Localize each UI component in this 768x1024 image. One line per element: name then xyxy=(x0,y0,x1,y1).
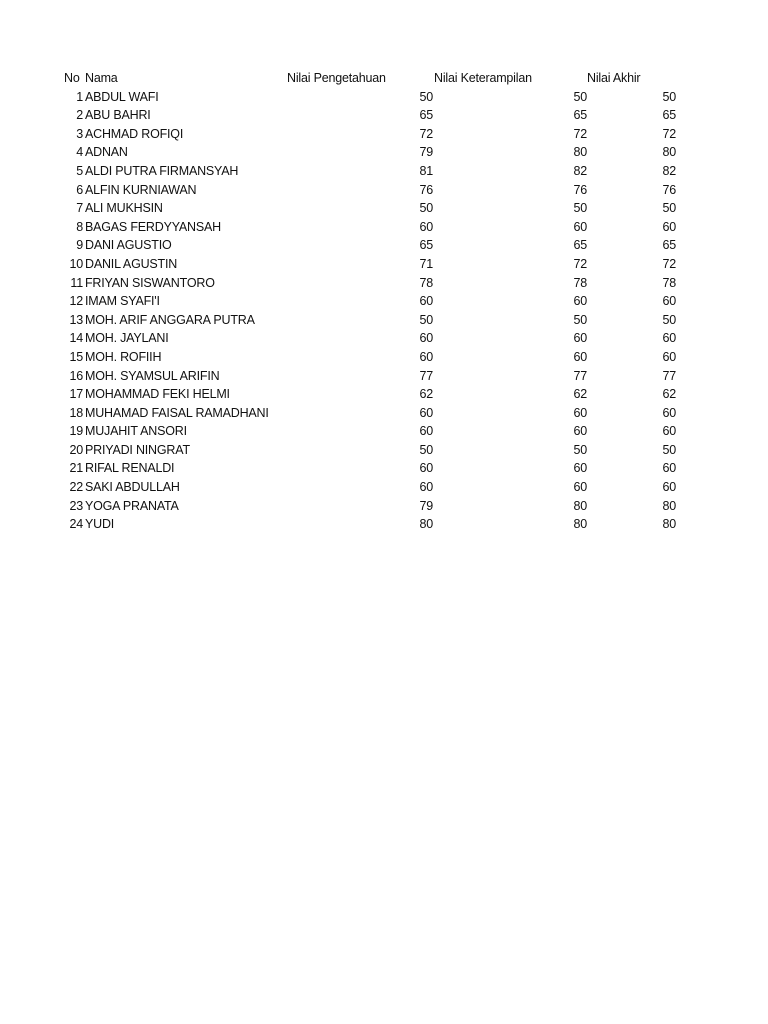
cell-no: 18 xyxy=(69,405,83,420)
table-row xyxy=(64,367,684,386)
cell-no: 11 xyxy=(70,275,83,290)
cell-akhir: 50 xyxy=(662,89,676,104)
table-row xyxy=(64,404,684,423)
cell-pengetahuan: 60 xyxy=(419,331,433,346)
cell-no: 4 xyxy=(76,145,83,160)
cell-no: 23 xyxy=(69,498,83,513)
cell-keterampilan: 60 xyxy=(573,424,587,439)
cell-keterampilan: 60 xyxy=(573,480,587,495)
table-row xyxy=(64,385,684,404)
cell-no: 13 xyxy=(69,312,83,327)
cell-no: 14 xyxy=(69,331,83,346)
cell-pengetahuan: 79 xyxy=(419,498,433,513)
cell-akhir: 60 xyxy=(662,294,676,309)
cell-keterampilan: 50 xyxy=(573,442,587,457)
header-no: No xyxy=(64,71,80,85)
grade-table xyxy=(64,69,684,534)
table-row xyxy=(64,497,684,516)
cell-akhir: 50 xyxy=(662,201,676,216)
cell-keterampilan: 80 xyxy=(573,498,587,513)
table-header xyxy=(64,69,684,88)
cell-no: 10 xyxy=(69,256,83,271)
cell-pengetahuan: 65 xyxy=(419,108,433,123)
table-row xyxy=(64,311,684,330)
cell-no: 24 xyxy=(69,517,83,532)
cell-akhir: 80 xyxy=(662,145,676,160)
cell-akhir: 60 xyxy=(662,424,676,439)
cell-no: 3 xyxy=(76,126,83,141)
cell-keterampilan: 76 xyxy=(573,182,587,197)
cell-akhir: 72 xyxy=(662,126,676,141)
cell-akhir: 65 xyxy=(662,238,676,253)
header-nama: Nama xyxy=(85,71,118,85)
table-body xyxy=(64,88,684,534)
cell-pengetahuan: 60 xyxy=(419,219,433,234)
table-row xyxy=(64,88,684,107)
cell-pengetahuan: 77 xyxy=(419,368,433,383)
cell-nama: MUJAHIT ANSORI xyxy=(85,424,187,439)
cell-keterampilan: 60 xyxy=(573,461,587,476)
cell-nama: DANIL AGUSTIN xyxy=(85,256,178,271)
cell-keterampilan: 62 xyxy=(573,387,587,402)
cell-keterampilan: 60 xyxy=(573,294,587,309)
cell-nama: MOH. ARIF ANGGARA PUTRA xyxy=(85,312,255,327)
cell-nama: MUHAMAD FAISAL RAMADHANI xyxy=(85,405,269,420)
cell-nama: ALI MUKHSIN xyxy=(85,201,163,216)
table-row xyxy=(64,515,684,534)
table-row xyxy=(64,199,684,218)
cell-pengetahuan: 50 xyxy=(419,442,433,457)
cell-pengetahuan: 78 xyxy=(419,275,433,290)
cell-akhir: 50 xyxy=(662,442,676,457)
cell-pengetahuan: 79 xyxy=(419,145,433,160)
cell-akhir: 72 xyxy=(662,256,676,271)
cell-keterampilan: 78 xyxy=(573,275,587,290)
cell-nama: MOH. JAYLANI xyxy=(85,331,169,346)
cell-keterampilan: 72 xyxy=(573,256,587,271)
cell-akhir: 60 xyxy=(662,331,676,346)
cell-pengetahuan: 50 xyxy=(419,201,433,216)
cell-pengetahuan: 60 xyxy=(419,424,433,439)
cell-akhir: 60 xyxy=(662,461,676,476)
cell-no: 8 xyxy=(76,219,83,234)
table-row xyxy=(64,422,684,441)
cell-no: 12 xyxy=(69,294,83,309)
cell-no: 9 xyxy=(76,238,83,253)
cell-keterampilan: 50 xyxy=(573,89,587,104)
cell-nama: MOHAMMAD FEKI HELMI xyxy=(85,387,230,402)
cell-pengetahuan: 60 xyxy=(419,461,433,476)
table-row xyxy=(64,292,684,311)
cell-pengetahuan: 50 xyxy=(419,89,433,104)
cell-nama: FRIYAN SISWANTORO xyxy=(85,275,215,290)
cell-nama: ALDI PUTRA FIRMANSYAH xyxy=(85,163,239,178)
table-row xyxy=(64,236,684,255)
table-row xyxy=(64,255,684,274)
cell-keterampilan: 80 xyxy=(573,145,587,160)
header-nilai-pengetahuan: Nilai Pengetahuan xyxy=(287,71,386,85)
cell-akhir: 60 xyxy=(662,405,676,420)
table-row xyxy=(64,441,684,460)
cell-keterampilan: 60 xyxy=(573,219,587,234)
table-row xyxy=(64,218,684,237)
cell-no: 17 xyxy=(69,387,83,402)
cell-pengetahuan: 71 xyxy=(419,256,433,271)
cell-nama: ADNAN xyxy=(85,145,128,160)
cell-nama: ABDUL WAFI xyxy=(85,89,159,104)
cell-akhir: 65 xyxy=(662,108,676,123)
cell-pengetahuan: 81 xyxy=(419,163,433,178)
table-row xyxy=(64,106,684,125)
cell-pengetahuan: 60 xyxy=(419,294,433,309)
table-row xyxy=(64,478,684,497)
cell-no: 21 xyxy=(69,461,83,476)
cell-akhir: 60 xyxy=(662,349,676,364)
cell-keterampilan: 60 xyxy=(573,331,587,346)
cell-pengetahuan: 60 xyxy=(419,405,433,420)
cell-keterampilan: 50 xyxy=(573,201,587,216)
cell-nama: RIFAL RENALDI xyxy=(85,461,175,476)
cell-akhir: 77 xyxy=(662,368,676,383)
cell-no: 5 xyxy=(76,163,83,178)
cell-nama: MOH. ROFIIH xyxy=(85,349,162,364)
table-row xyxy=(64,274,684,293)
cell-akhir: 76 xyxy=(662,182,676,197)
cell-pengetahuan: 72 xyxy=(419,126,433,141)
cell-akhir: 80 xyxy=(662,498,676,513)
cell-nama: ALFIN KURNIAWAN xyxy=(85,182,197,197)
cell-pengetahuan: 80 xyxy=(419,517,433,532)
cell-akhir: 50 xyxy=(662,312,676,327)
cell-nama: YOGA PRANATA xyxy=(85,498,179,513)
cell-no: 15 xyxy=(69,349,83,364)
cell-keterampilan: 65 xyxy=(573,108,587,123)
cell-keterampilan: 82 xyxy=(573,163,587,178)
cell-no: 7 xyxy=(76,201,83,216)
cell-nama: MOH. SYAMSUL ARIFIN xyxy=(85,368,220,383)
table-row xyxy=(64,162,684,181)
cell-no: 1 xyxy=(76,89,83,104)
cell-pengetahuan: 50 xyxy=(419,312,433,327)
cell-nama: BAGAS FERDYYANSAH xyxy=(85,219,221,234)
header-nilai-akhir: Nilai Akhir xyxy=(587,71,641,85)
cell-akhir: 80 xyxy=(662,517,676,532)
cell-keterampilan: 65 xyxy=(573,238,587,253)
cell-nama: PRIYADI NINGRAT xyxy=(85,442,190,457)
cell-keterampilan: 77 xyxy=(573,368,587,383)
cell-keterampilan: 50 xyxy=(573,312,587,327)
table-row xyxy=(64,125,684,144)
cell-keterampilan: 60 xyxy=(573,349,587,364)
cell-akhir: 60 xyxy=(662,219,676,234)
cell-nama: YUDI xyxy=(85,517,115,532)
table-row xyxy=(64,348,684,367)
cell-pengetahuan: 60 xyxy=(419,480,433,495)
cell-no: 2 xyxy=(76,108,83,123)
cell-nama: ACHMAD ROFIQI xyxy=(85,126,184,141)
cell-akhir: 62 xyxy=(662,387,676,402)
cell-no: 6 xyxy=(76,182,83,197)
cell-keterampilan: 80 xyxy=(573,517,587,532)
cell-akhir: 60 xyxy=(662,480,676,495)
cell-no: 19 xyxy=(69,424,83,439)
cell-keterampilan: 60 xyxy=(573,405,587,420)
cell-pengetahuan: 60 xyxy=(419,349,433,364)
table-row xyxy=(64,143,684,162)
table-row xyxy=(64,459,684,478)
cell-nama: DANI AGUSTIO xyxy=(85,238,172,253)
cell-keterampilan: 72 xyxy=(573,126,587,141)
cell-pengetahuan: 65 xyxy=(419,238,433,253)
header-nilai-keterampilan: Nilai Keterampilan xyxy=(434,71,532,85)
cell-no: 20 xyxy=(69,442,83,457)
cell-pengetahuan: 62 xyxy=(419,387,433,402)
cell-akhir: 82 xyxy=(662,163,676,178)
cell-no: 22 xyxy=(69,480,83,495)
cell-akhir: 78 xyxy=(662,275,676,290)
cell-nama: SAKI ABDULLAH xyxy=(85,480,180,495)
cell-no: 16 xyxy=(69,368,83,383)
cell-nama: ABU BAHRI xyxy=(85,108,151,123)
table-row xyxy=(64,329,684,348)
cell-nama: IMAM SYAFI'I xyxy=(85,294,160,309)
cell-pengetahuan: 76 xyxy=(419,182,433,197)
table-row xyxy=(64,181,684,200)
